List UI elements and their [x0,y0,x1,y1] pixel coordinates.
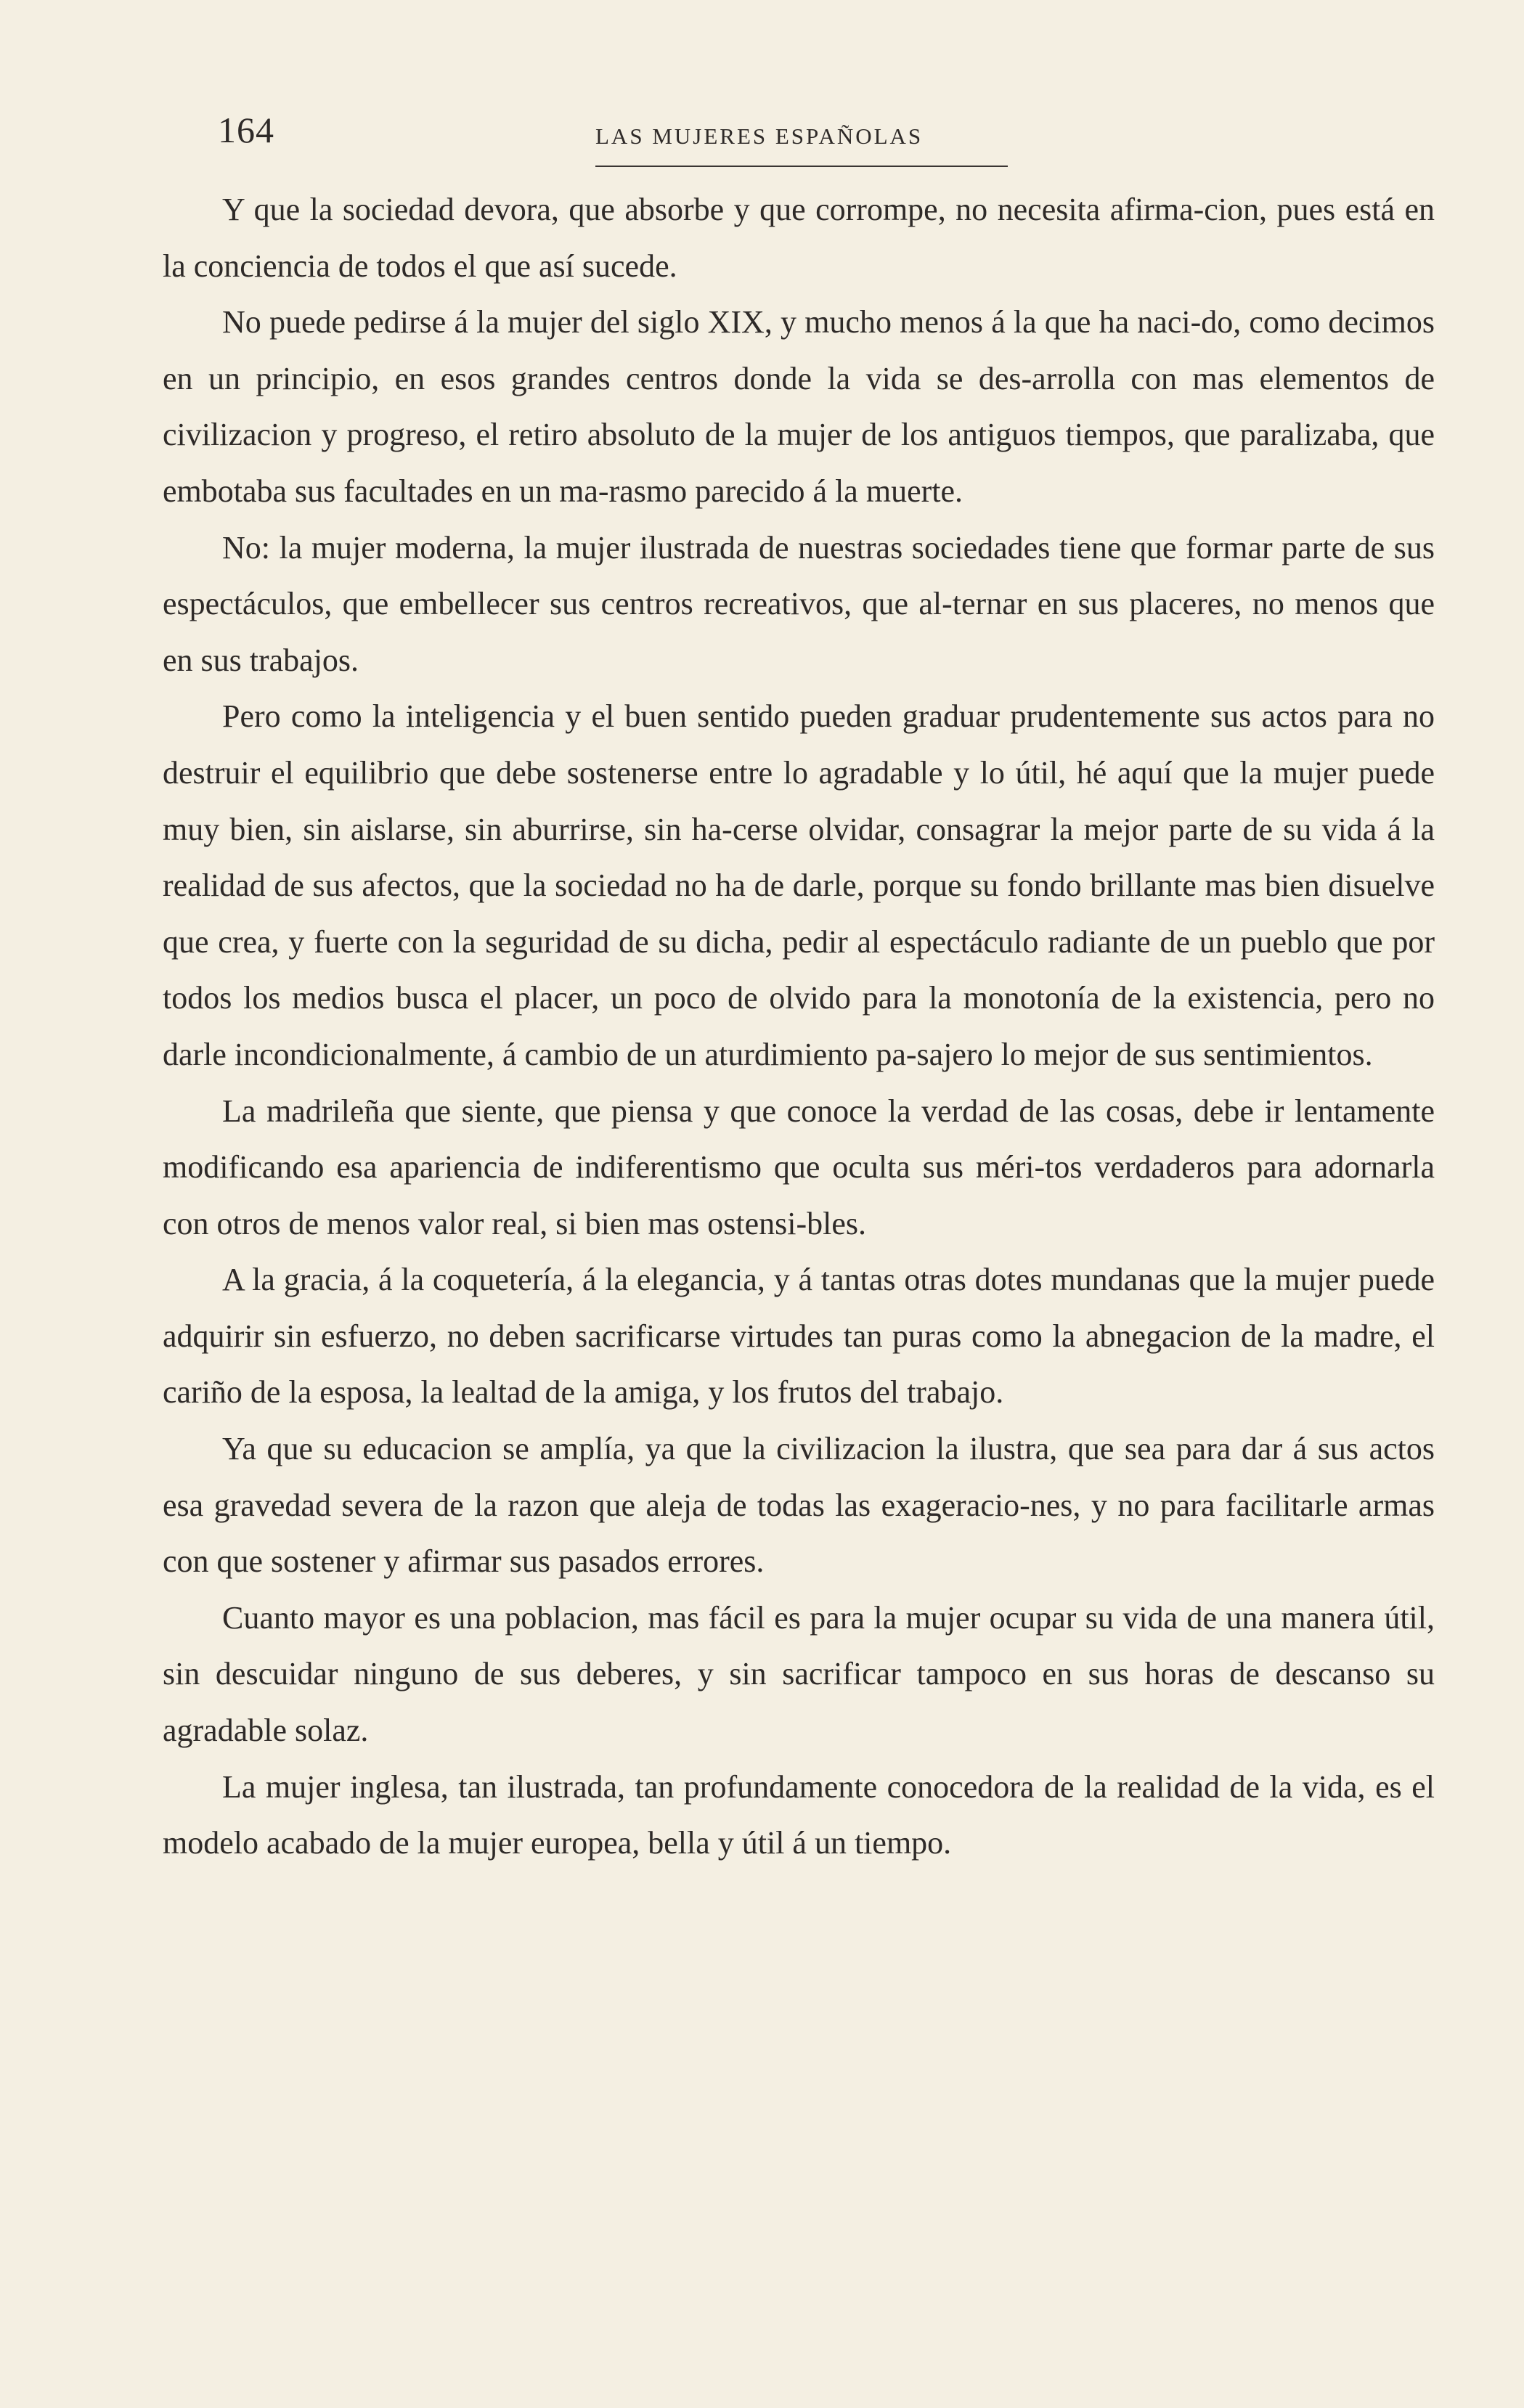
page-header [218,109,1438,174]
body-text [163,181,1435,1872]
paragraph-9: La mujer inglesa, tan ilustrada, tan profundamente conocedora de la realidad de la vida, es el modelo acabado de la mujer europea, bella y útil á un tiempo. [163,1768,1435,1861]
paragraph-7: Ya que su educacion se amplía, ya que la civilizacion la ilustra, que sea para dar á sus actos esa gravedad severa de la razon que aleja de todas las exageracio-nes, y no para facilitarle armas con que sostener y afirmar sus pasados errores. [163,1431,1435,1580]
header-rule [595,166,1008,167]
paragraph-4: Pero como la inteligencia y el buen sentido pueden graduar prudentemente sus actos para no destruir el equilibrio que debe sostenerse entre lo agradable y lo útil, hé aquí que la mujer puede muy bien, sin aislarse, sin aburrirse, sin ha-cerse olvidar, consagrar la mejor parte de su vida á la realidad de sus afectos, que la sociedad no ha de darle, porque su fondo brillante mas bien disuelve que crea, y fuerte con la seguridad de su dicha, pedir al espectáculo radiante de un pueblo que por todos los medios busca el placer, un poco de olvido para la monotonía de la existencia, pero no darle incondicionalmente, á cambio de un aturdimiento pa-sajero lo mejor de sus sentimientos. [163,698,1435,1072]
paragraph-8: Cuanto mayor es una poblacion, mas fácil es para la mujer ocupar su vida de una manera útil, sin descuidar ninguno de sus deberes, y sin sacrificar tampoco en sus horas de descanso su agradable solaz. [163,1599,1435,1749]
page-number: 164 [218,110,274,150]
running-title: LAS MUJERES ESPAÑOLAS [595,123,924,149]
paragraph-3: No: la mujer moderna, la mujer ilustrada de nuestras sociedades tiene que formar parte de sus espectáculos, que embellecer sus centros recreativos, que al-ternar en sus placeres, no menos que en sus trabajos. [163,529,1435,678]
paragraph-5: La madrileña que siente, que piensa y que conoce la verdad de las cosas, debe ir lentamente modificando esa apariencia de indiferentismo que oculta sus méri-tos verdaderos para adornarla con otros de menos valor real, si bien mas ostensi-bles. [163,1093,1435,1241]
paragraph-2: No puede pedirse á la mujer del siglo XIX, y mucho menos á la que ha naci-do, como decimos en un principio, en esos grandes centros donde la vida se des-arrolla con mas elementos de civilizacion y progreso, el retiro absoluto de la mujer de los antiguos tiempos, que paralizaba, que embotaba sus facultades en un ma-rasmo parecido á la muerte. [163,304,1435,509]
paragraph-1: Y que la sociedad devora, que absorbe y que corrompe, no necesita afirma-cion, pues está en la conciencia de todos el que así sucede. [163,192,1435,284]
paragraph-6: A la gracia, á la coquetería, á la elegancia, y á tantas otras dotes mundanas que la mujer puede adquirir sin esfuerzo, no deben sacrificarse virtudes tan puras como la abnegacion de la madre, el cariño de la esposa, la lealtad de la amiga, y los frutos del trabajo. [163,1262,1435,1411]
